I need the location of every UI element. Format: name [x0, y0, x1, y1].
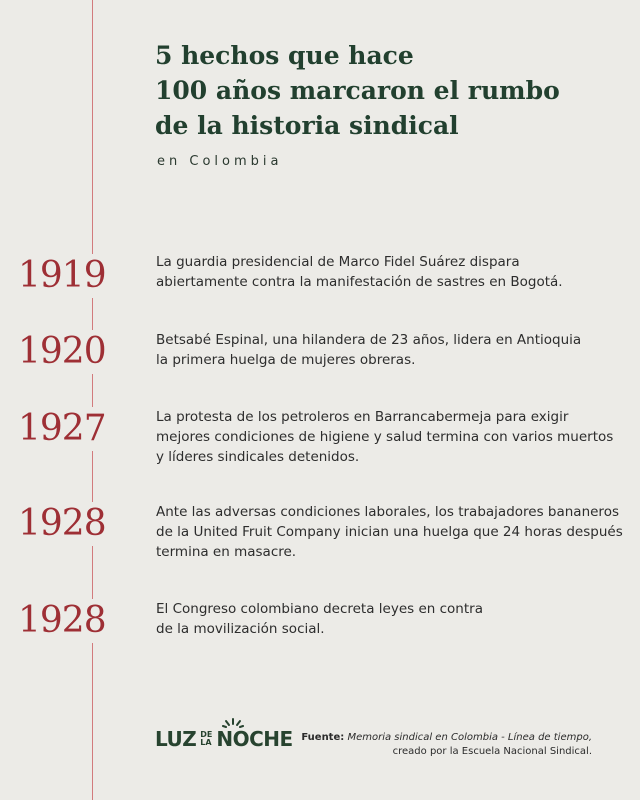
brand-logo [155, 727, 293, 751]
event-year: 1920 [14, 330, 110, 374]
source-credit: creado por la Escuela Nacional Sindical. [392, 746, 592, 757]
event-description [156, 502, 623, 562]
event-line: la primera huelga de mujeres obreras. [156, 352, 416, 368]
event-description [156, 252, 616, 292]
event-line: abiertamente contra la manifestación de sastres en Bogotá. [156, 274, 563, 290]
event-line: de la movilización social. [156, 621, 325, 637]
title-line-2: 100 años marcaron el rumbo [155, 76, 560, 105]
sun-rays-icon [222, 718, 244, 728]
event-year: 1928 [14, 502, 110, 546]
timeline-line [92, 0, 93, 800]
source-line-1 [301, 731, 592, 745]
event-line: El Congreso colombiano decreta leyes en contra [156, 601, 483, 617]
source-label: Fuente: [301, 732, 345, 743]
title-line-1: 5 hechos que hace [155, 41, 414, 70]
event-year: 1928 [14, 599, 110, 643]
logo-de: DE [200, 730, 213, 739]
source-work: Memoria sindical en Colombia - Línea de tiempo, [347, 732, 592, 743]
event-year: 1919 [14, 254, 110, 298]
event-line: mejores condiciones de higiene y salud termina con varios muertos [156, 429, 614, 445]
event-line: y líderes sindicales detenidos. [156, 449, 360, 465]
event-line: La guardia presidencial de Marco Fidel Suárez dispara [156, 254, 520, 270]
title-line-3: de la historia sindical [155, 111, 459, 140]
page-subtitle: en Colombia [157, 154, 283, 169]
logo-noche-wrap [216, 727, 292, 751]
event-description [156, 407, 616, 467]
event-line: Betsabé Espinal, una hilandera de 23 años, lidera en Antioquia [156, 332, 582, 348]
event-year: 1927 [14, 407, 110, 451]
event-line: termina en masacre. [156, 544, 297, 560]
source-note [301, 731, 592, 759]
event-description [156, 330, 616, 370]
logo-noche: NOCHE [216, 727, 293, 751]
logo-la: LA [200, 738, 212, 747]
event-line: Ante las adversas condiciones laborales, los trabajadores bananeros [156, 504, 619, 520]
logo-de-la [200, 731, 212, 747]
logo-luz: LUZ [155, 727, 197, 751]
event-line: de la United Fruit Company inician una huelga que 24 horas después [156, 524, 623, 540]
event-description [156, 599, 616, 639]
event-line: La protesta de los petroleros en Barrancabermeja para exigir [156, 409, 569, 425]
page-title [155, 38, 615, 143]
